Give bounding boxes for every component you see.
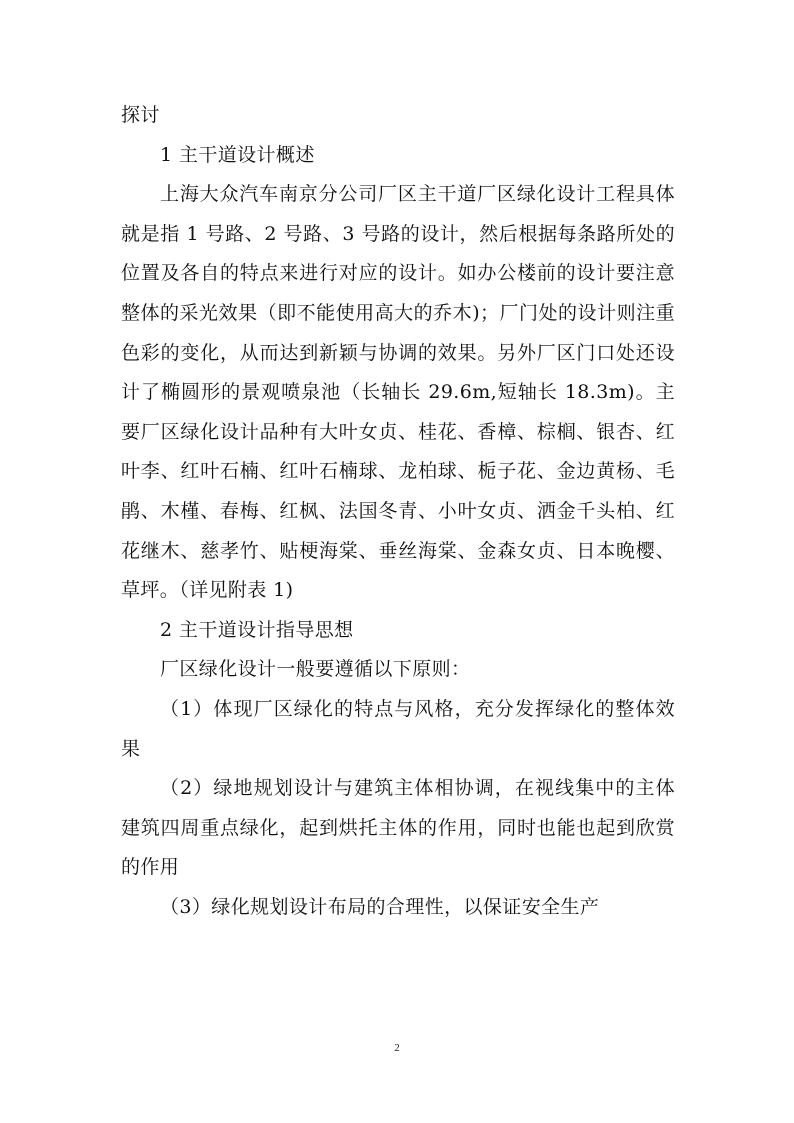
paragraph-principles-intro: 厂区绿化设计一般要遵循以下原则： [160, 658, 471, 681]
section-heading-1: 1 主干道设计概述 [160, 143, 315, 166]
body-text [121, 96, 675, 927]
page-number: 2 [394, 1042, 400, 1054]
principle-item-3: （3）绿化规划设计布局的合理性，以保证安全生产 [160, 895, 600, 918]
principle-item-2: （2）绿地规划设计与建筑主体相协调，在视线集中的主体建筑四周重点绿化，起到烘托主体的作用，同时也能也起到欣赏的作用 [121, 777, 675, 879]
principle-item-1: （1）体现厂区绿化的特点与风格，充分发挥绿化的整体效果 [121, 697, 675, 760]
paragraph-overview: 上海大众汽车南京分公司厂区主干道厂区绿化设计工程具体就是指 1 号路、2 号路、3 号路的设计，然后根据每条路所处的位置及各自的特点来进行对应的设计。如办公楼前的设计要注意整体的采光效果（即不能使用高大的乔木)；厂门处的设计则注重色彩的变化，从而达到新颖与协调的效果。另外厂区门口处还设计了椭圆形的景观喷泉池（长轴长 29.6m,短轴长 18.3m)。主要厂区绿化设计品种有大叶女贞、桂花、香樟、棕榈、银杏、红叶李、红叶石楠、红叶石楠球、龙柏球、栀子花、金边黄杨、毛鹃、木槿、春梅、红枫、法国冬青、小叶女贞、洒金千头柏、红花继木、慈孝竹、贴梗海棠、垂丝海棠、金森女贞、日本晚樱、草坪。（详见附表 1) [121, 183, 675, 602]
paragraph-continuation: 探讨 [121, 104, 160, 126]
section-heading-2: 2 主干道设计指导思想 [160, 618, 354, 641]
